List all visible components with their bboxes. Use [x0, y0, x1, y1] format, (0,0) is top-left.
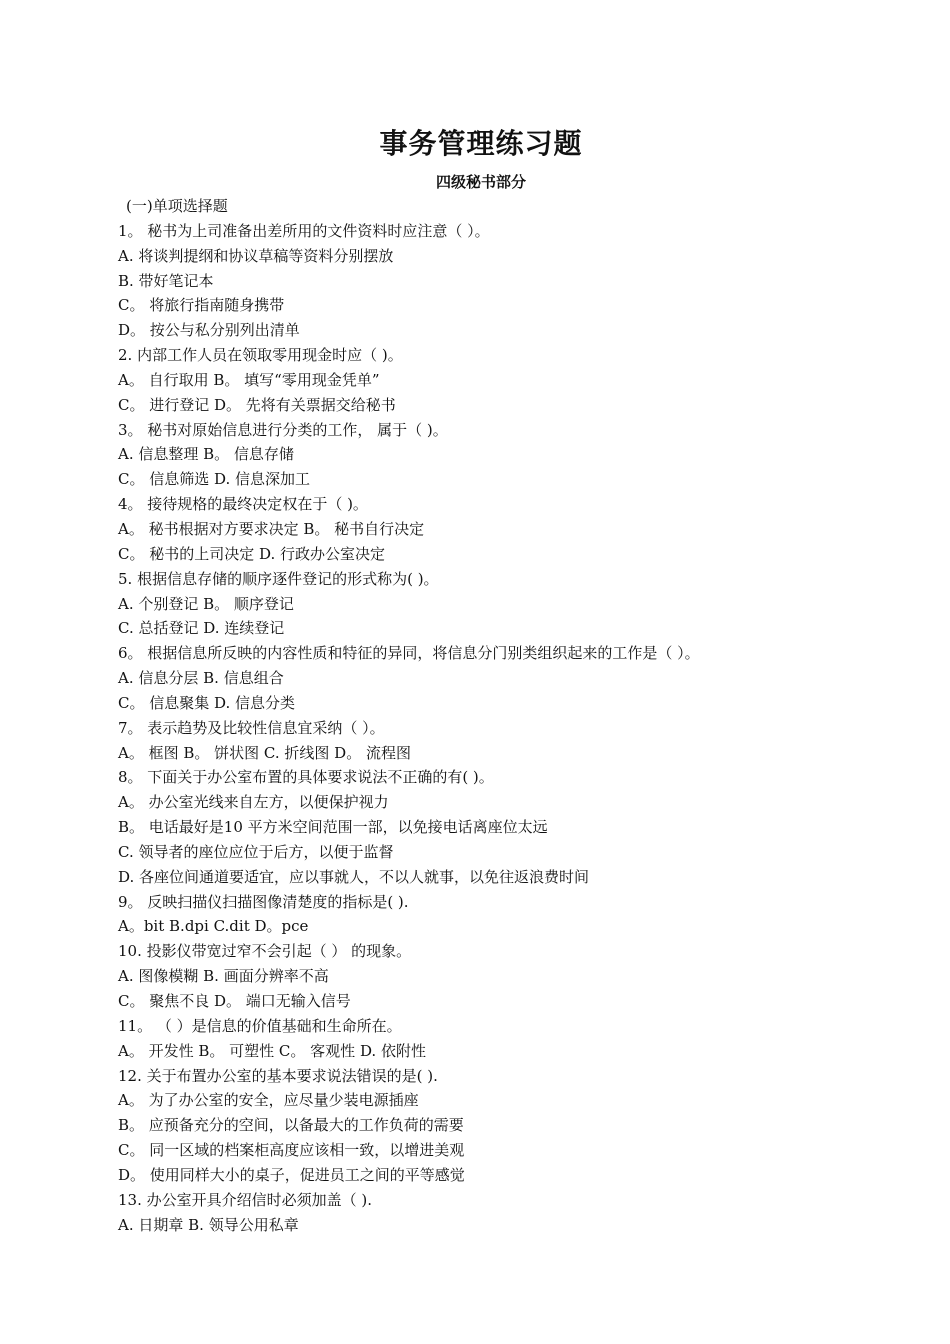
text-line: 12. 关于布置办公室的基本要求说法错误的是( ).: [118, 1066, 438, 1085]
text-line: A. 图像模糊 B. 画面分辨率不高: [118, 967, 329, 986]
text-line: D。 按公与私分别列出清单: [118, 321, 300, 340]
text-line: A. 将谈判提纲和协议草稿等资料分别摆放: [118, 246, 394, 265]
text-line: A. 个别登记 B。 顺序登记: [118, 594, 294, 613]
text-line: C。 秘书的上司决定 D. 行政办公室决定: [118, 544, 386, 563]
text-line: C。 进行登记 D。 先将有关票据交给秘书: [118, 395, 396, 414]
text-line: C。 聚焦不良 D。 端口无输入信号: [118, 992, 351, 1010]
text-line: B。 应预备充分的空间，以备最大的工作负荷的需要: [118, 1116, 464, 1135]
text-line: D。 使用同样大小的桌子，促进员工之间的平等感觉: [118, 1165, 465, 1184]
text-line: 2. 内部工作人员在领取零用现金时应（ )。: [118, 346, 403, 365]
text-line: A。 自行取用 B。 填写“零用现金凭单”: [118, 370, 380, 389]
text-line: 1。 秘书为上司准备出差所用的文件资料时应注意（ ）。: [118, 221, 490, 240]
text-line: 8。 下面关于办公室布置的具体要求说法不正确的有( )。: [118, 768, 494, 787]
text-line: B。 电话最好是10 平方米空间范围一部，以免接电话离座位太远: [118, 818, 548, 837]
text-line: A. 日期章 B. 领导公用私章: [118, 1215, 299, 1234]
text-line: 6。 根据信息所反映的内容性质和特征的异同，将信息分门别类组织起来的工作是（ ）。: [118, 644, 700, 663]
text-line: A. 信息分层 B. 信息组合: [118, 669, 284, 688]
text-line: 11。 （ ）是信息的价值基础和生命所在。: [118, 1016, 402, 1035]
question-list: [118, 194, 918, 1237]
text-line: A。 框图 B。 饼状图 C. 折线图 D。 流程图: [118, 743, 411, 762]
text-line: A。 秘书根据对方要求决定 B。 秘书自行决定: [118, 519, 425, 538]
text-line: 4。 接待规格的最终决定权在于（ )。: [118, 495, 368, 514]
text-line: 3。 秘书对原始信息进行分类的工作， 属于（ )。: [118, 420, 448, 439]
text-line: A. 信息整理 B。 信息存储: [118, 445, 294, 464]
text-line: 5. 根据信息存储的顺序逐件登记的形式称为( )。: [118, 569, 439, 588]
text-line: 10. 投影仪带宽过窄不会引起（ ） 的现象。: [118, 942, 412, 961]
text-line: B. 带好笔记本: [118, 271, 214, 290]
document-subtitle: 四级秘书部分: [435, 173, 526, 191]
text-line: A。 开发性 B。 可塑性 C。 客观性 D. 依附性: [118, 1041, 426, 1060]
text-line: A。 为了办公室的安全，应尽量少装电源插座: [118, 1091, 419, 1110]
text-line: C。 将旅行指南随身携带: [118, 296, 285, 315]
text-line: C. 总括登记 D. 连续登记: [118, 619, 285, 638]
text-line: A。bit B.dpi C.dit D。pce: [118, 917, 309, 936]
text-line: 13. 办公室开具介绍信时必须加盖（ ).: [118, 1190, 373, 1209]
text-line: A。 办公室光线来自左方，以便保护视力: [118, 793, 389, 812]
text-line: C. 领导者的座位应位于后方，以便于监督: [118, 842, 394, 861]
document-title: 事务管理练习题: [379, 127, 583, 160]
section-heading: (一)单项选择题: [126, 197, 228, 215]
text-line: C。 信息筛选 D. 信息深加工: [118, 470, 311, 489]
text-line: 9。 反映扫描仪扫描图像清楚度的指标是( ).: [118, 892, 409, 911]
text-line: 7。 表示趋势及比较性信息宜采纳（ ）。: [118, 718, 385, 737]
text-line: C。 信息聚集 D. 信息分类: [118, 693, 296, 712]
text-line: C。 同一区域的档案柜高度应该相一致，以增进美观: [118, 1141, 465, 1160]
text-line: D. 各座位间通道要适宜，应以事就人，不以人就事，以免往返浪费时间: [118, 867, 590, 886]
